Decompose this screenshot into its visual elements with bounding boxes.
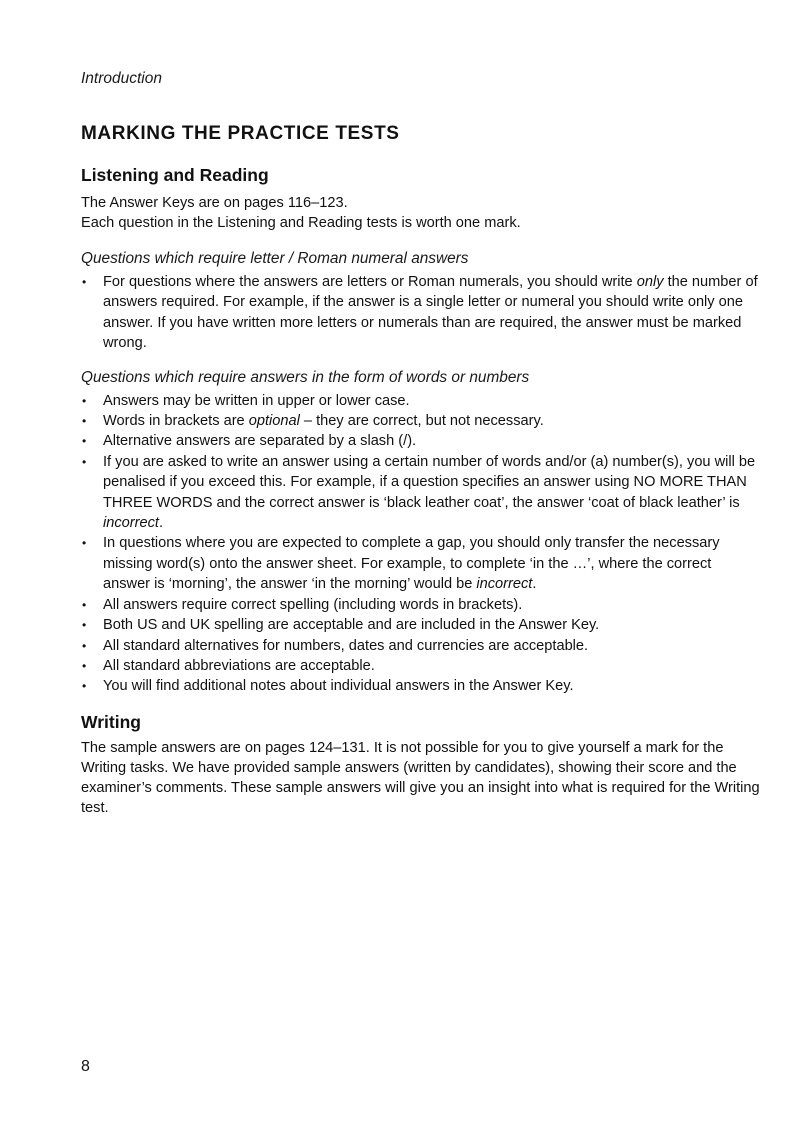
bullet-icon: • [82,638,87,653]
bullet-icon: • [82,454,87,469]
one-mark-line: Each question in the Listening and Reading tests is worth one mark. [81,215,521,231]
writing-heading: Writing [81,711,141,732]
list-item: • Answers may be written in upper or lower case. [81,391,761,411]
list-item: • All standard abbreviations are acceptable. [81,656,761,676]
answer-keys-line: The Answer Keys are on pages 116–123. [81,195,348,211]
word-answers-subheading: Questions which require answers in the form of words or numbers [81,368,530,386]
list-item: • In questions where you are expected to complete a gap, you should only transfer the necessary missing word(s) onto the answer sheet. For example, to complete ‘in the …’, where the correct answer is ‘morning’, the answer ‘in the morning’ would be incorrect. [82,535,720,593]
list-item: • You will find additional notes about individual answers in the Answer Key. [81,676,761,696]
bullet-icon: • [82,679,87,694]
bullet-icon: • [82,414,87,429]
bullet-icon: • [82,597,87,612]
listening-reading-heading: Listening and Reading [81,165,269,185]
bullet-icon: • [82,536,87,551]
writing-paragraph: The sample answers are on pages 124–131. It is not possible for you to give yourself a mark for the Writing tasks. We have provided sample answers (written by candidates), showing their score and the examiner’s comments. These sample answers will give you an insight into what is required for the Writing test. [81,739,760,816]
word-answers-list [81,391,761,697]
list-item: • Words in brackets are optional – they are correct, but not necessary. [81,411,761,431]
letter-answers-list [81,272,761,354]
list-item: • Alternative answers are separated by a slash (/). [81,431,761,451]
running-head: Introduction [81,70,162,87]
list-item: • For questions where the answers are letters or Roman numerals, you should write only the number of answers required. For example, if the answer is a single letter or numeral you should write only one answer. If you have written more letters or numerals than are required, the answer must be marked wrong. [82,274,758,352]
main-title: MARKING THE PRACTICE TESTS [81,123,400,144]
page-number: 8 [81,1058,90,1075]
bullet-icon: • [82,393,87,408]
list-item: • If you are asked to write an answer using a certain number of words and/or (a) number(s), you will be penalised if you exceed this. For example, if a question specifies an answer using NO MORE THAN THREE WORDS and the correct answer is ‘black leather coat’, the answer ‘coat of black leather’ is incorrect. [82,453,756,532]
bullet-icon: • [82,434,87,449]
page-content [81,164,761,818]
list-item: • Both US and UK spelling are acceptable and are included in the Answer Key. [81,615,761,635]
bullet-icon: • [82,275,87,289]
list-item: • All standard alternatives for numbers, dates and currencies are acceptable. [81,636,761,656]
letter-answers-subheading: Questions which require letter / Roman numeral answers [81,250,469,267]
bullet-icon: • [82,618,87,633]
list-item: • All answers require correct spelling (including words in brackets). [81,595,761,615]
bullet-icon: • [82,658,87,673]
